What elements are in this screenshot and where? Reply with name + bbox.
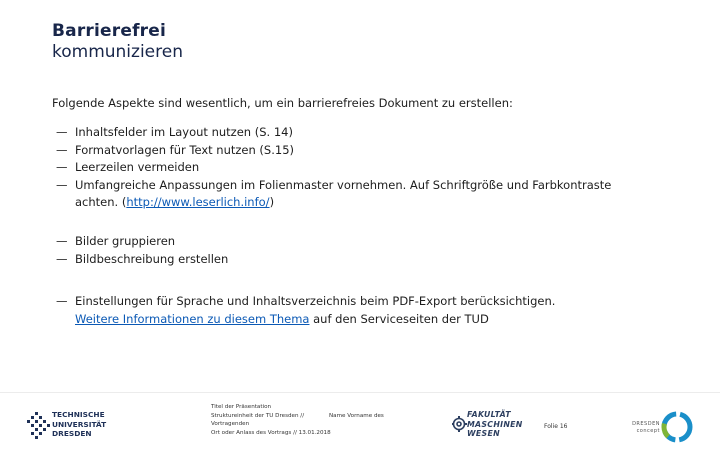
tud-wordmark — [52, 410, 106, 439]
intro-text: Folgende Aspekte sind wesentlich, um ein barrierefreies Dokument zu erstellen: — [52, 96, 513, 110]
leserlich-link[interactable]: http://www.leserlich.info/ — [126, 195, 270, 209]
list-item — [52, 124, 611, 142]
dresden-concept-logo-icon — [660, 410, 694, 444]
partner-wordmark — [626, 421, 660, 436]
list-item-text: Bildbeschreibung erstellen — [75, 251, 229, 266]
service-info-link[interactable]: Weitere Informationen zu diesem Thema — [75, 311, 310, 326]
list-item — [52, 142, 611, 160]
list-item-text: Formatvorlagen für Text nutzen (S.15) — [75, 142, 294, 157]
slide-title-light: kommunizieren — [52, 42, 183, 62]
list-item — [52, 177, 611, 195]
dash-bullet: — — [56, 234, 68, 248]
aspect-list-3 — [52, 293, 612, 328]
faculty-line: FAKULTÄT — [467, 410, 511, 419]
list-item-text: Leerzeilen vermeiden — [75, 160, 200, 174]
list-item-text: auf den Serviceseiten der TUD — [309, 311, 489, 326]
slide-number: Folie 16 — [544, 423, 568, 430]
list-item-text: Einstellungen für Sprache und Inhaltsverzeichnis beim PDF-Export berücksichtigen. — [75, 294, 556, 308]
list-item-text: Umfangreiche Anpassungen im Folienmaster vornehmen. Auf Schriftgröße und Farbkontraste — [75, 177, 612, 192]
list-item — [52, 159, 611, 177]
footer-occasion: Ort oder Anlass des Vortrags // 13.01.2018 — [211, 429, 331, 436]
partner-line: DRESDEN — [632, 421, 660, 427]
footer-title: Titel der Präsentation — [211, 404, 272, 410]
aspect-list-1 — [52, 124, 611, 212]
footer-unit: Struktureinheit der TU Dresden // — [211, 412, 305, 419]
list-item — [52, 233, 228, 251]
footer-speaker-name: Name Vorname des — [329, 412, 384, 419]
dash-bullet: — — [56, 142, 68, 157]
faculty-line: MASCHINEN — [467, 419, 523, 429]
slide-title-bold: Barrierefrei — [52, 21, 167, 41]
list-item — [52, 251, 228, 269]
aspect-list-2 — [52, 233, 228, 268]
faculty-wordmark — [467, 410, 523, 439]
footer-speaker: Vortragenden — [211, 421, 250, 428]
dash-bullet: — — [56, 160, 68, 174]
list-item-continuation — [52, 194, 611, 212]
list-item-continuation — [52, 311, 612, 329]
dash-bullet: — — [56, 294, 68, 308]
list-item-text: Bilder gruppieren — [75, 234, 176, 248]
tud-line: UNIVERSITÄT — [52, 419, 107, 429]
faculty-line: WESEN — [467, 429, 500, 439]
tud-line: DRESDEN — [52, 429, 92, 438]
footer-divider — [0, 392, 720, 393]
list-item-text: Inhaltsfelder im Layout nutzen (S. 14) — [75, 125, 293, 139]
footer-presentation-info — [211, 403, 384, 437]
dash-bullet: — — [56, 125, 68, 139]
partner-line: concept — [636, 428, 660, 435]
list-item — [52, 293, 612, 311]
dash-bullet: — — [56, 251, 68, 266]
tud-line: TECHNISCHE — [52, 410, 105, 419]
list-item-text: ) — [269, 195, 275, 209]
dash-bullet: — — [56, 177, 68, 192]
list-item-text: achten. ( — [75, 195, 127, 209]
